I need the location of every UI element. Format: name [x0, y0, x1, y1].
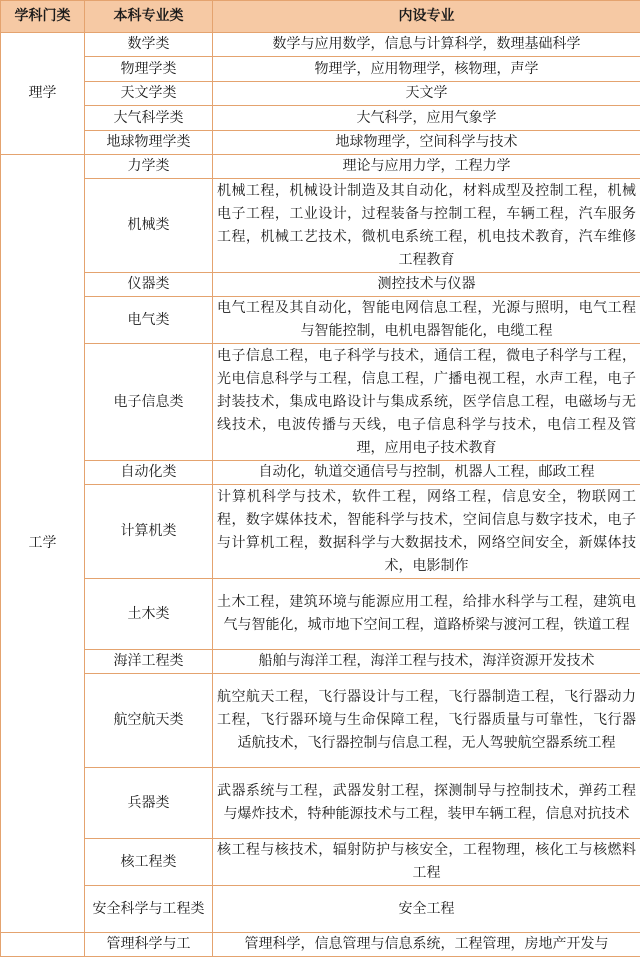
majors-cell: 天文学	[213, 82, 640, 106]
table-row	[1, 297, 640, 344]
majors-cell: 核工程与核技术，辐射防护与核安全，工程物理，核化工与核燃料工程	[213, 839, 640, 886]
category-cell: 计算机类	[85, 485, 213, 579]
field-cell: 工学	[1, 155, 85, 933]
majors-cell: 武器系统与工程，武器发射工程，探测制导与控制技术，弹药工程与爆炸技术，特种能源技术与工程，装甲车辆工程，信息对抗技术	[213, 768, 640, 839]
category-cell: 安全科学与工程类	[85, 886, 213, 933]
category-cell: 海洋工程类	[85, 650, 213, 674]
majors-cell: 电气工程及其自动化，智能电网信息工程，光源与照明，电气工程与智能控制，电机电器智能化，电缆工程	[213, 297, 640, 344]
category-cell: 数学类	[85, 33, 213, 57]
majors-cell: 船舶与海洋工程，海洋工程与技术，海洋资源开发技术	[213, 650, 640, 674]
category-cell: 机械类	[85, 179, 213, 273]
majors-cell: 安全工程	[213, 886, 640, 933]
table-row	[1, 886, 640, 933]
table-row	[1, 131, 640, 155]
category-cell: 管理科学与工	[85, 933, 213, 957]
table-row	[1, 461, 640, 485]
majors-cell: 数学与应用数学，信息与计算科学，数理基础科学	[213, 33, 640, 57]
majors-cell: 物理学，应用物理学，核物理，声学	[213, 57, 640, 82]
category-cell: 土木类	[85, 579, 213, 650]
table-row	[1, 579, 640, 650]
majors-cell: 地球物理学，空间科学与技术	[213, 131, 640, 155]
header-field: 学科门类	[1, 1, 85, 33]
field-cell	[1, 933, 85, 957]
majors-cell: 大气科学，应用气象学	[213, 106, 640, 131]
majors-cell: 计算机科学与技术，软件工程，网络工程，信息安全，物联网工程，数字媒体技术，智能科学与技术，空间信息与数字技术，电子与计算机工程，数据科学与大数据技术，网络空间安全，新媒体技术，电影制作	[213, 485, 640, 579]
table-body	[1, 33, 640, 957]
majors-cell: 土木工程，建筑环境与能源应用工程，给排水科学与工程，建筑电气与智能化，城市地下空间工程，道路桥梁与渡河工程，铁道工程	[213, 579, 640, 650]
majors-cell: 航空航天工程，飞行器设计与工程，飞行器制造工程，飞行器动力工程，飞行器环境与生命保障工程，飞行器质量与可靠性，飞行器适航技术，飞行器控制与信息工程，无人驾驶航空器系统工程	[213, 674, 640, 768]
table-row	[1, 33, 640, 57]
category-cell: 地球物理学类	[85, 131, 213, 155]
category-cell: 自动化类	[85, 461, 213, 485]
table-row	[1, 82, 640, 106]
table-row	[1, 155, 640, 179]
majors-cell: 理论与应用力学，工程力学	[213, 155, 640, 179]
table-row	[1, 179, 640, 273]
majors-cell: 测控技术与仪器	[213, 273, 640, 297]
table-row	[1, 106, 640, 131]
majors-cell: 电子信息工程，电子科学与技术，通信工程，微电子科学与工程，光电信息科学与工程，信息工程，广播电视工程，水声工程，电子封装技术，集成电路设计与集成系统，医学信息工程，电磁场与无线技术，电波传播与天线，电子信息科学与技术，电信工程及管理，应用电子技术教育	[213, 344, 640, 461]
category-cell: 力学类	[85, 155, 213, 179]
table-row	[1, 485, 640, 579]
field-cell: 理学	[1, 33, 85, 155]
header-majors: 内设专业	[213, 1, 640, 33]
category-cell: 兵器类	[85, 768, 213, 839]
table-row	[1, 57, 640, 82]
category-cell: 大气科学类	[85, 106, 213, 131]
category-cell: 核工程类	[85, 839, 213, 886]
header-category: 本科专业类	[85, 1, 213, 33]
table-row	[1, 273, 640, 297]
table-row	[1, 933, 640, 957]
header-row	[1, 1, 640, 33]
table-row	[1, 674, 640, 768]
table-row	[1, 650, 640, 674]
table-row	[1, 344, 640, 461]
category-cell: 仪器类	[85, 273, 213, 297]
majors-cell: 自动化，轨道交通信号与控制，机器人工程，邮政工程	[213, 461, 640, 485]
table-row	[1, 839, 640, 886]
category-cell: 电子信息类	[85, 344, 213, 461]
table-row	[1, 768, 640, 839]
majors-cell: 机械工程，机械设计制造及其自动化，材料成型及控制工程，机械电子工程，工业设计，过程装备与控制工程，车辆工程，汽车服务工程，机械工艺技术，微机电系统工程，机电技术教育，汽车维修工程教育	[213, 179, 640, 273]
category-cell: 航空航天类	[85, 674, 213, 768]
category-cell: 物理学类	[85, 57, 213, 82]
category-cell: 电气类	[85, 297, 213, 344]
category-cell: 天文学类	[85, 82, 213, 106]
majors-cell: 管理科学，信息管理与信息系统，工程管理，房地产开发与	[213, 933, 640, 957]
